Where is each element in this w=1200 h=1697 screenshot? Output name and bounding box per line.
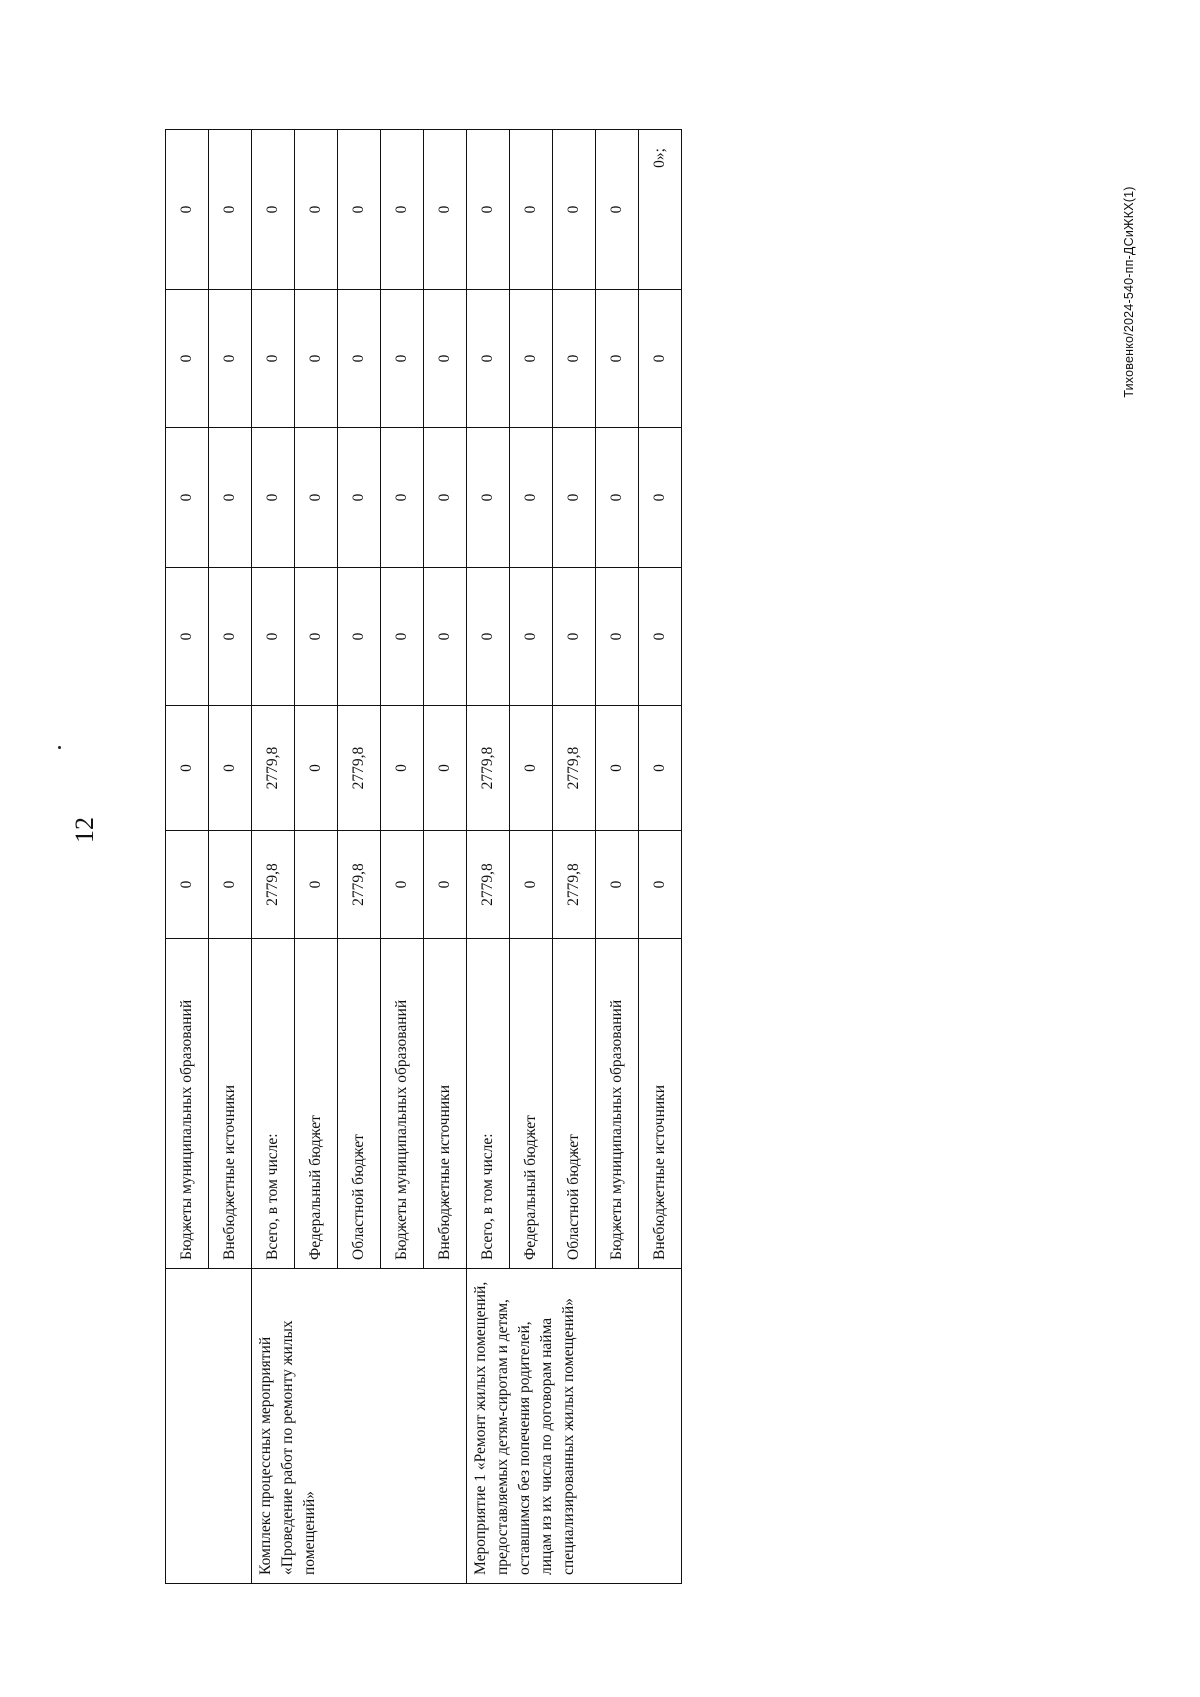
- funding-source-cell: Внебюджетные источники: [209, 939, 252, 1269]
- value-cell: 0: [467, 290, 510, 428]
- value-cell: 0: [553, 130, 596, 290]
- value-cell: 0: [338, 568, 381, 706]
- value-cell: 0: [295, 130, 338, 290]
- value-cell: 0: [166, 831, 209, 939]
- value-cell: 0: [510, 428, 553, 568]
- value-cell: 0: [639, 831, 682, 939]
- process-complex-name-cell: Комплекс процессных мероприятий «Проведение работ по ремонту жилых помещений»: [252, 1269, 467, 1584]
- value-cell: 2779,8: [338, 706, 381, 831]
- value-cell: 0: [510, 568, 553, 706]
- value-cell: 0: [596, 130, 639, 290]
- table-row: [467, 130, 510, 1584]
- value-cell: 0: [338, 290, 381, 428]
- document-footer-code: Тиховенко/2024-540-пп-ДСиЖКХ(1): [1122, 186, 1136, 398]
- value-cell: 0: [166, 130, 209, 290]
- value-cell: 0: [381, 568, 424, 706]
- value-cell: 0: [596, 428, 639, 568]
- value-cell: 0: [209, 831, 252, 939]
- funding-source-cell: Бюджеты муниципальных образований: [596, 939, 639, 1269]
- value-cell: 0: [209, 568, 252, 706]
- value-cell: 2779,8: [338, 831, 381, 939]
- funding-source-cell: Внебюджетные источники: [424, 939, 467, 1269]
- value-cell: 2779,8: [553, 706, 596, 831]
- value-cell: 0: [252, 428, 295, 568]
- value-cell: 0: [596, 568, 639, 706]
- value-cell: 0: [295, 831, 338, 939]
- funding-source-cell: Внебюджетные источники: [639, 939, 682, 1269]
- value-cell: 0: [639, 290, 682, 428]
- value-cell: 0: [252, 568, 295, 706]
- value-cell: 0: [381, 831, 424, 939]
- value-cell: 0: [424, 831, 467, 939]
- value-cell: 0: [381, 428, 424, 568]
- value-cell: 0: [209, 428, 252, 568]
- funding-source-cell: Федеральный бюджет: [295, 939, 338, 1269]
- page-number: 12: [70, 817, 99, 843]
- funding-source-cell: Бюджеты муниципальных образований: [381, 939, 424, 1269]
- value-cell: 0: [510, 831, 553, 939]
- measure-name-cell: Мероприятие 1 «Ремонт жилых помещений, предоставляемых детям-сиротам и детям, оставшимся без попечения родителей, лицам из их числа по договорам найма специализированных жилых помещений»: [467, 1269, 682, 1584]
- value-cell: 0: [381, 130, 424, 290]
- value-cell: 0: [424, 290, 467, 428]
- value-cell: 0: [166, 290, 209, 428]
- value-cell: 0: [467, 568, 510, 706]
- value-cell: 0: [424, 568, 467, 706]
- value-cell: 0»;: [639, 130, 682, 290]
- funding-source-cell: Федеральный бюджет: [510, 939, 553, 1269]
- value-cell: 0: [639, 568, 682, 706]
- value-cell: 0: [510, 290, 553, 428]
- value-cell: 2779,8: [252, 831, 295, 939]
- value-cell: 0: [338, 428, 381, 568]
- value-cell: 0: [166, 428, 209, 568]
- value-cell: 0: [424, 428, 467, 568]
- value-cell: 0: [553, 290, 596, 428]
- scan-artifact-dot: [58, 746, 61, 749]
- value-cell: 0: [209, 130, 252, 290]
- value-cell: 0: [252, 290, 295, 428]
- table-row: [166, 130, 209, 1584]
- value-cell: 2779,8: [467, 831, 510, 939]
- item-name-cell: [166, 1269, 252, 1584]
- value-cell: 0: [639, 428, 682, 568]
- value-cell: 0: [338, 130, 381, 290]
- value-cell: 0: [295, 706, 338, 831]
- funding-source-cell: Всего, в том числе:: [467, 939, 510, 1269]
- value-cell: 0: [381, 706, 424, 831]
- value-cell: 0: [295, 568, 338, 706]
- value-cell: 2779,8: [467, 706, 510, 831]
- value-cell: 0: [596, 290, 639, 428]
- funding-source-cell: Областной бюджет: [338, 939, 381, 1269]
- funding-source-cell: Областной бюджет: [553, 939, 596, 1269]
- value-cell: 0: [295, 428, 338, 568]
- value-cell: 0: [424, 706, 467, 831]
- value-cell: 0: [424, 130, 467, 290]
- value-cell: 0: [209, 706, 252, 831]
- funding-source-cell: Бюджеты муниципальных образований: [166, 939, 209, 1269]
- value-cell: 0: [510, 130, 553, 290]
- value-cell: 2779,8: [252, 706, 295, 831]
- value-cell: 0: [467, 428, 510, 568]
- value-cell: 0: [252, 130, 295, 290]
- value-cell: 0: [553, 568, 596, 706]
- funding-source-cell: Всего, в том числе:: [252, 939, 295, 1269]
- value-cell: 0: [639, 706, 682, 831]
- value-cell: 0: [553, 428, 596, 568]
- value-cell: 0: [510, 706, 553, 831]
- value-cell: 0: [596, 831, 639, 939]
- value-cell: 0: [166, 568, 209, 706]
- table-row: [252, 130, 295, 1584]
- value-cell: 0: [295, 290, 338, 428]
- financing-table: [165, 129, 682, 1584]
- value-cell: 0: [381, 290, 424, 428]
- value-cell: 0: [209, 290, 252, 428]
- value-cell: 0: [166, 706, 209, 831]
- value-cell: 0: [467, 130, 510, 290]
- value-cell: 2779,8: [553, 831, 596, 939]
- value-cell: 0: [596, 706, 639, 831]
